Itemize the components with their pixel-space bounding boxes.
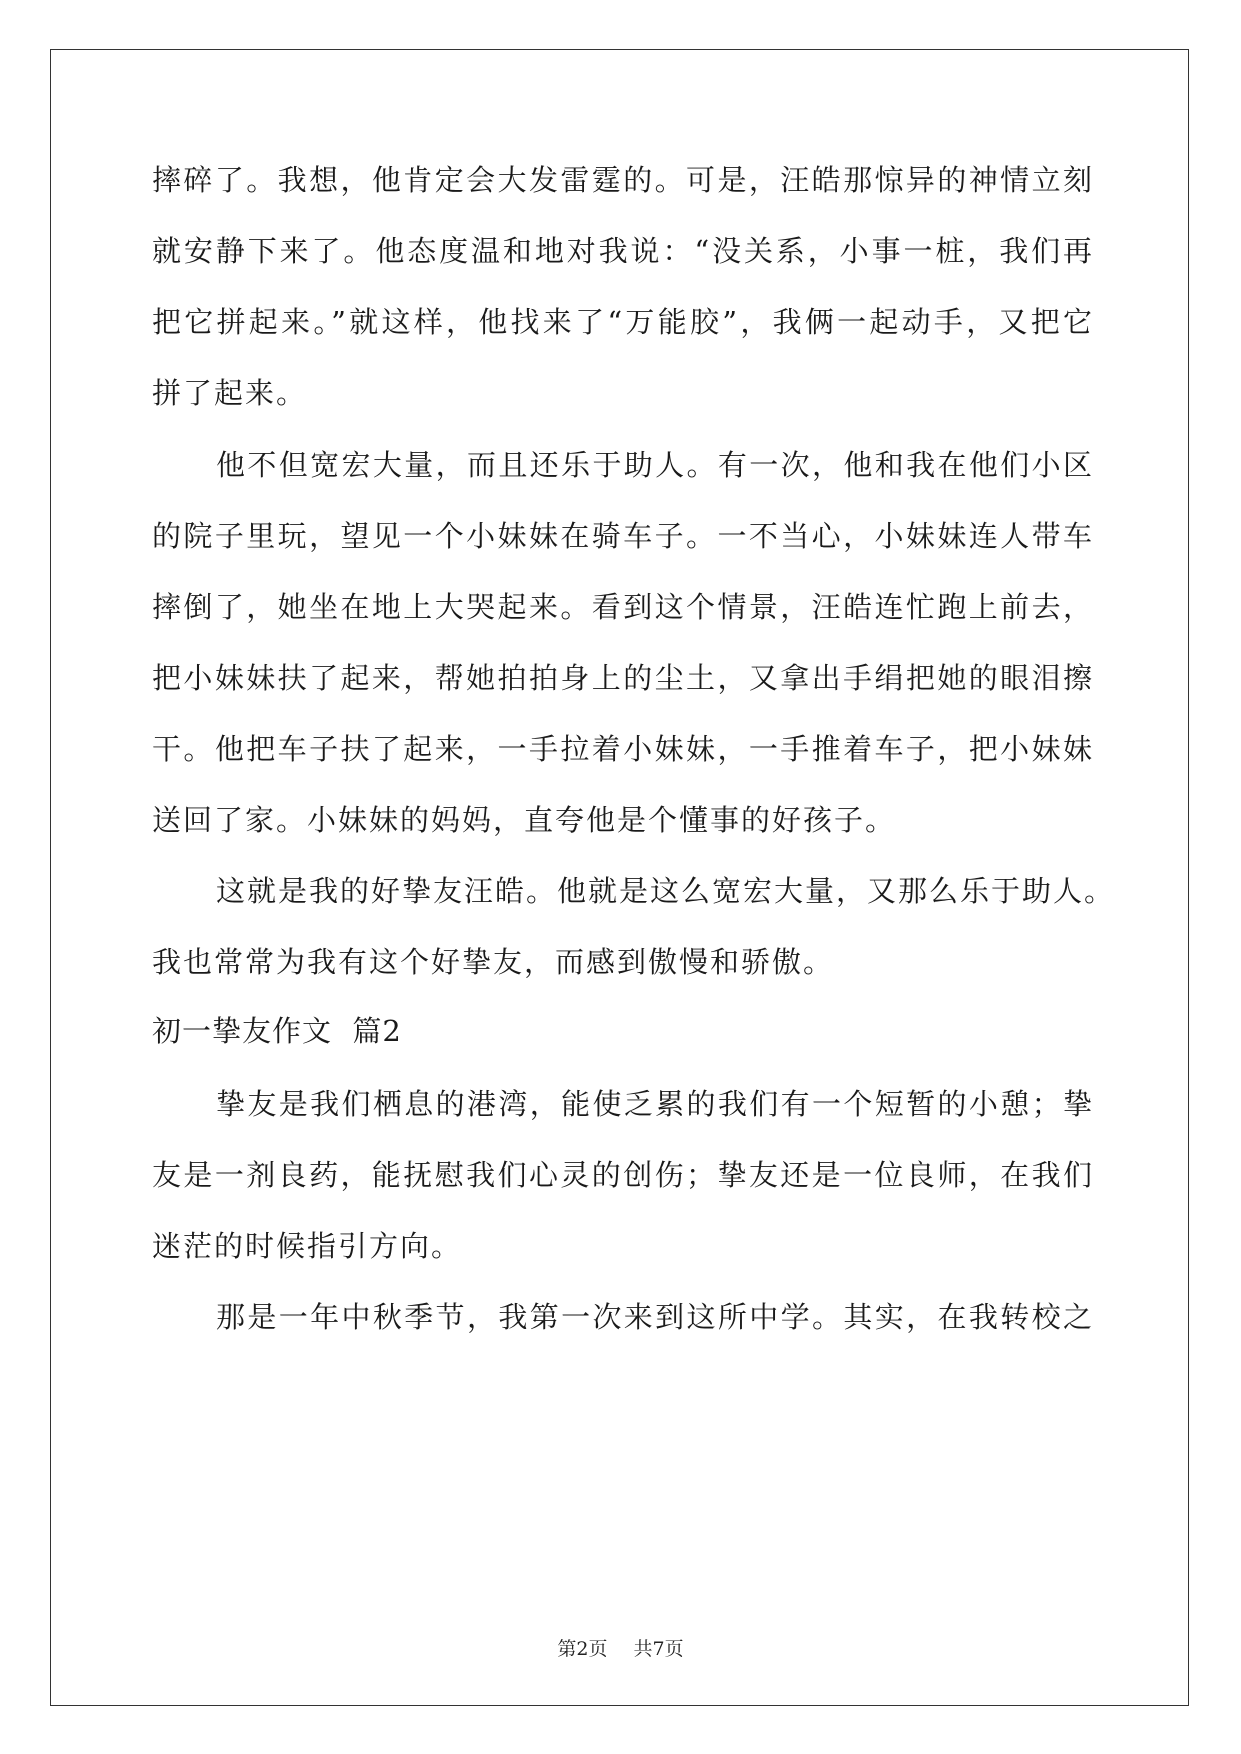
page-total: 共7页 xyxy=(633,1638,684,1660)
text-line: 拼了起来。 xyxy=(152,376,308,410)
text-line: 迷茫的时候指引方向。 xyxy=(152,1229,463,1263)
text-line: 把小妹妹扶了起来，帮她拍拍身上的尘土，又拿出手绢把她的眼泪擦 xyxy=(152,661,1092,695)
text-line: 他不但宽宏大量，而且还乐于助人。有一次，他和我在他们小区 xyxy=(216,448,1092,482)
text-line: 友是一剂良药，能抚慰我们心灵的创伤；挚友还是一位良师，在我们 xyxy=(152,1158,1092,1192)
text-line: 挚友是我们栖息的港湾，能使乏累的我们有一个短暂的小憩；挚 xyxy=(216,1087,1092,1121)
text-line: 就安静下来了。他态度温和地对我说：“没关系，小事一桩，我们再 xyxy=(152,234,1092,268)
text-line: 把它拼起来。”就这样，他找来了“万能胶”，我俩一起动手，又把它 xyxy=(152,305,1092,339)
text-line: 这就是我的好挚友汪皓。他就是这么宽宏大量，又那么乐于助人。 xyxy=(216,874,1116,908)
text-line: 我也常常为我有这个好挚友，而感到傲慢和骄傲。 xyxy=(152,945,835,979)
text-line: 那是一年中秋季节，我第一次来到这所中学。其实，在我转校之 xyxy=(216,1300,1092,1334)
page-footer xyxy=(0,1637,1241,1661)
text-line: 送回了家。小妹妹的妈妈，直夸他是个懂事的好孩子。 xyxy=(152,803,897,837)
page-number: 第2页 xyxy=(557,1638,608,1660)
text-line: 摔碎了。我想，他肯定会大发雷霆的。可是，汪皓那惊异的神情立刻 xyxy=(152,163,1092,197)
text-line: 的院子里玩，望见一个小妹妹在骑车子。一不当心，小妹妹连人带车 xyxy=(152,519,1092,553)
section-heading: 初一挚友作文 篇2 xyxy=(152,1014,402,1048)
text-line: 干。他把车子扶了起来，一手拉着小妹妹，一手推着车子，把小妹妹 xyxy=(152,732,1092,766)
text-line: 摔倒了，她坐在地上大哭起来。看到这个情景，汪皓连忙跑上前去， xyxy=(152,590,1092,624)
